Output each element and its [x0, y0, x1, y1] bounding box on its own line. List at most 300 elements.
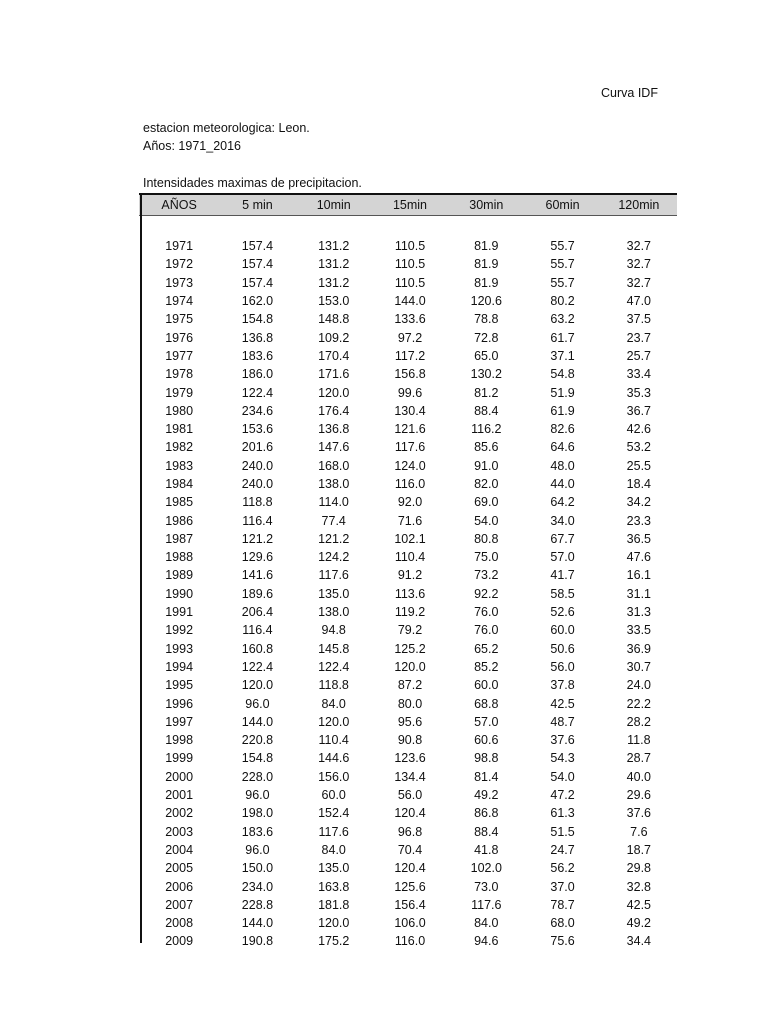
intensity-cell: 25.7: [626, 348, 652, 363]
intensity-cell: 80.2: [550, 294, 575, 309]
intensity-cell: 37.0: [550, 879, 575, 894]
intensity-cell: 121.2: [318, 531, 350, 546]
intensity-cell: 84.0: [474, 916, 499, 931]
year-cell: 2008: [165, 916, 194, 931]
intensity-cell: 29.8: [626, 861, 652, 876]
intensity-cell: 31.3: [626, 605, 652, 620]
year-cell: 1977: [165, 348, 194, 363]
intensity-cell: 76.0: [474, 605, 499, 620]
intensity-cell: 157.4: [241, 239, 274, 254]
intensity-cell: 48.0: [550, 458, 575, 473]
intensity-cell: 144.0: [241, 916, 274, 931]
table-row: [139, 676, 677, 694]
intensity-cell: 47.0: [626, 294, 652, 309]
intensity-cell: 79.2: [397, 623, 423, 638]
intensity-cell: 33.4: [626, 367, 652, 382]
intensity-cell: 35.3: [626, 385, 652, 400]
year-cell: 1992: [165, 623, 194, 638]
intensity-cell: 96.0: [245, 788, 270, 803]
intensity-cell: 117.6: [318, 568, 349, 583]
table-row: [139, 859, 677, 877]
intensity-cell: 60.0: [474, 678, 499, 693]
intensity-cell: 34.0: [550, 513, 575, 528]
year-cell: 2001: [165, 788, 194, 803]
table-row: [139, 804, 677, 822]
intensity-cell: 122.4: [318, 659, 350, 674]
intensity-cell: 138.0: [318, 605, 350, 620]
table-row: [139, 914, 677, 932]
intensity-cell: 81.4: [474, 769, 499, 784]
intensity-cell: 206.4: [241, 605, 274, 620]
intensity-cell: 32.7: [626, 257, 652, 272]
intensity-cell: 41.7: [550, 568, 575, 583]
intensity-cell: 84.0: [321, 842, 346, 857]
table-row: [139, 658, 677, 676]
intensity-cell: 91.2: [397, 568, 423, 583]
intensity-cell: 82.0: [474, 477, 499, 491]
intensity-cell: 34.2: [626, 495, 652, 510]
intensity-cell: 56.0: [397, 788, 423, 803]
intensity-cell: 228.0: [241, 769, 274, 784]
intensity-cell: 37.5: [626, 312, 652, 327]
intensity-cell: 114.0: [318, 495, 349, 510]
intensity-cell: 37.8: [550, 678, 575, 693]
intensity-cell: 102.1: [394, 531, 426, 546]
intensity-cell: 190.8: [241, 934, 274, 949]
intensity-cell: 183.6: [241, 348, 274, 363]
year-cell: 1976: [165, 330, 194, 345]
intensity-cell: 81.9: [474, 275, 499, 290]
intensity-cell: 29.6: [626, 788, 652, 803]
intensity-cell: 96.0: [245, 696, 270, 711]
intensity-cell: 186.0: [241, 367, 274, 382]
intensity-cell: 88.4: [474, 403, 499, 418]
year-cell: 1995: [165, 678, 194, 693]
intensity-cell: 40.0: [626, 769, 652, 784]
intensity-cell: 129.6: [241, 550, 274, 565]
intensity-cell: 91.0: [474, 458, 499, 473]
intensity-cell: 51.9: [550, 385, 575, 400]
intensity-table-container: [139, 193, 677, 951]
intensity-cell: 24.7: [550, 842, 575, 857]
intensity-cell: 117.6: [318, 824, 349, 839]
column-header: 120min: [601, 194, 677, 216]
intensity-cell: 234.0: [241, 879, 274, 894]
intensity-cell: 32.7: [626, 239, 652, 254]
year-cell: 1986: [165, 513, 194, 528]
intensity-cell: 183.6: [241, 824, 274, 839]
intensity-cell: 141.6: [241, 568, 274, 583]
year-cell: 1999: [165, 751, 194, 766]
intensity-cell: 81.2: [474, 385, 499, 400]
intensity-cell: 131.2: [318, 275, 350, 290]
intensity-cell: 75.6: [550, 934, 575, 949]
year-cell: 1971: [165, 239, 194, 254]
intensity-cell: 110.4: [318, 733, 349, 748]
table-row: [139, 603, 677, 621]
year-cell: 1980: [165, 403, 194, 418]
intensity-cell: 49.2: [626, 916, 652, 931]
year-cell: 1982: [165, 440, 194, 455]
intensity-cell: 157.4: [241, 257, 274, 272]
intensity-cell: 116.0: [394, 477, 426, 491]
intensity-cell: 117.6: [394, 440, 426, 455]
intensity-cell: 81.9: [474, 257, 499, 272]
year-cell: 2003: [165, 824, 194, 839]
intensity-cell: 118.8: [242, 495, 273, 510]
intensity-cell: 152.4: [318, 806, 350, 821]
intensity-cell: 70.4: [397, 842, 423, 857]
intensity-cell: 153.6: [241, 422, 274, 437]
intensity-cell: 88.4: [474, 824, 499, 839]
intensity-cell: 81.9: [474, 239, 499, 254]
intensity-table: [139, 193, 677, 951]
intensity-cell: 147.6: [318, 440, 350, 455]
intensity-cell: 72.8: [474, 330, 499, 345]
table-row: [139, 328, 677, 346]
year-cell: 1983: [165, 458, 194, 473]
header-row: [139, 194, 677, 216]
intensity-cell: 122.4: [241, 385, 274, 400]
intensity-cell: 110.5: [394, 275, 426, 290]
intensity-cell: 92.2: [474, 586, 499, 601]
intensity-cell: 121.6: [394, 422, 426, 437]
year-cell: 1987: [165, 531, 194, 546]
table-row: [139, 548, 677, 566]
intensity-cell: 68.8: [474, 696, 499, 711]
intensity-cell: 42.5: [626, 897, 652, 912]
table-body: [139, 216, 677, 951]
intensity-cell: 134.4: [394, 769, 426, 784]
spacer-row: [139, 216, 677, 238]
intensity-cell: 53.2: [626, 440, 652, 455]
intensity-cell: 37.1: [550, 348, 575, 363]
intensity-cell: 60.0: [550, 623, 575, 638]
intensity-cell: 110.5: [394, 239, 426, 254]
intensity-cell: 54.8: [550, 367, 575, 382]
page-title: Curva IDF: [601, 86, 658, 100]
table-left-border: [140, 193, 142, 943]
table-row: [139, 457, 677, 475]
intensity-cell: 106.0: [394, 916, 426, 931]
intensity-cell: 94.8: [321, 623, 346, 638]
year-cell: 1998: [165, 733, 194, 748]
intensity-cell: 170.4: [318, 348, 350, 363]
year-cell: 2006: [165, 879, 194, 894]
year-cell: 2007: [165, 897, 194, 912]
intensity-cell: 120.0: [318, 385, 350, 400]
intensity-cell: 153.0: [318, 294, 350, 309]
intensity-cell: 55.7: [550, 257, 575, 272]
intensity-cell: 18.4: [626, 477, 652, 491]
intensity-cell: 37.6: [550, 733, 575, 748]
intensity-cell: 73.0: [474, 879, 499, 894]
intensity-cell: 37.6: [626, 806, 652, 821]
table-row: [139, 640, 677, 658]
intensity-cell: 36.9: [626, 641, 652, 656]
intensity-cell: 125.2: [394, 641, 426, 656]
intensity-cell: 176.4: [318, 403, 350, 418]
intensity-cell: 96.0: [245, 842, 270, 857]
intensity-cell: 85.2: [474, 659, 499, 674]
intensity-cell: 131.2: [318, 257, 350, 272]
intensity-cell: 240.0: [241, 458, 274, 473]
table-row: [139, 877, 677, 895]
intensity-cell: 171.6: [318, 367, 350, 382]
intensity-cell: 120.0: [318, 916, 350, 931]
year-cell: 1978: [165, 367, 194, 382]
intensity-cell: 156.8: [394, 367, 426, 382]
intensity-cell: 228.8: [241, 897, 274, 912]
intensity-cell: 51.5: [550, 824, 575, 839]
table-row: [139, 402, 677, 420]
intensity-cell: 135.0: [318, 586, 350, 601]
intensity-cell: 36.5: [626, 531, 652, 546]
intensity-cell: 121.2: [241, 531, 274, 546]
column-header: AÑOS: [139, 194, 219, 216]
table-caption: Intensidades maximas de precipitacion.: [143, 176, 362, 190]
intensity-cell: 80.8: [474, 531, 499, 546]
intensity-cell: 25.5: [626, 458, 652, 473]
intensity-cell: 69.0: [474, 495, 499, 510]
intensity-cell: 94.6: [474, 934, 499, 949]
intensity-cell: 240.0: [241, 477, 274, 491]
intensity-cell: 60.6: [474, 733, 499, 748]
intensity-cell: 144.0: [394, 294, 426, 309]
year-cell: 1997: [165, 714, 194, 729]
table-row: [139, 621, 677, 639]
intensity-cell: 148.8: [318, 312, 350, 327]
intensity-cell: 117.2: [394, 348, 426, 363]
table-row: [139, 731, 677, 749]
intensity-cell: 73.2: [474, 568, 499, 583]
year-cell: 1994: [165, 659, 194, 674]
intensity-cell: 60.0: [321, 788, 346, 803]
intensity-cell: 120.0: [318, 714, 350, 729]
intensity-cell: 116.2: [471, 422, 502, 437]
intensity-cell: 109.2: [318, 330, 350, 345]
table-row: [139, 694, 677, 712]
intensity-cell: 198.0: [241, 806, 274, 821]
years-range-label: Años: 1971_2016: [143, 139, 242, 153]
year-cell: 1981: [165, 422, 194, 437]
intensity-cell: 7.6: [630, 824, 648, 839]
intensity-cell: 54.0: [474, 513, 499, 528]
intensity-cell: 123.6: [394, 751, 426, 766]
intensity-cell: 61.9: [550, 403, 575, 418]
intensity-cell: 120.4: [394, 806, 426, 821]
intensity-cell: 64.6: [550, 440, 575, 455]
intensity-cell: 220.8: [241, 733, 274, 748]
intensity-cell: 28.2: [626, 714, 652, 729]
table-row: [139, 383, 677, 401]
table-row: [139, 932, 677, 950]
intensity-cell: 122.4: [241, 659, 274, 674]
table-row: [139, 475, 677, 493]
table-row: [139, 511, 677, 529]
intensity-cell: 75.0: [474, 550, 499, 565]
intensity-cell: 118.8: [318, 678, 349, 693]
intensity-cell: 71.6: [397, 513, 423, 528]
intensity-cell: 42.6: [626, 422, 652, 437]
intensity-cell: 110.5: [394, 257, 426, 272]
column-header: 5 min: [219, 194, 295, 216]
table-row: [139, 786, 677, 804]
intensity-cell: 33.5: [626, 623, 652, 638]
intensity-cell: 56.2: [550, 861, 575, 876]
intensity-cell: 87.2: [397, 678, 423, 693]
table-row: [139, 438, 677, 456]
intensity-cell: 67.7: [550, 531, 575, 546]
intensity-cell: 124.0: [394, 458, 426, 473]
table-row: [139, 420, 677, 438]
intensity-cell: 144.6: [318, 751, 350, 766]
intensity-cell: 31.1: [626, 586, 652, 601]
intensity-cell: 130.4: [394, 403, 426, 418]
intensity-cell: 48.7: [550, 714, 575, 729]
intensity-cell: 84.0: [321, 696, 346, 711]
year-cell: 2002: [165, 806, 194, 821]
table-row: [139, 292, 677, 310]
intensity-cell: 163.8: [318, 879, 350, 894]
table-row: [139, 713, 677, 731]
intensity-cell: 32.7: [626, 275, 652, 290]
intensity-cell: 68.0: [550, 916, 575, 931]
intensity-cell: 120.0: [241, 678, 274, 693]
year-cell: 1985: [165, 495, 194, 510]
year-cell: 1990: [165, 586, 194, 601]
intensity-cell: 41.8: [474, 842, 499, 857]
table-row: [139, 823, 677, 841]
intensity-cell: 92.0: [397, 495, 423, 510]
intensity-cell: 131.2: [318, 239, 350, 254]
intensity-cell: 28.7: [626, 751, 652, 766]
intensity-cell: 55.7: [550, 275, 575, 290]
intensity-cell: 175.2: [318, 934, 350, 949]
intensity-cell: 24.0: [626, 678, 652, 693]
column-header: 60min: [524, 194, 600, 216]
intensity-cell: 136.8: [318, 422, 350, 437]
intensity-cell: 90.8: [397, 733, 423, 748]
intensity-cell: 61.7: [550, 330, 575, 345]
column-header: 30min: [448, 194, 524, 216]
intensity-cell: 138.0: [318, 477, 350, 491]
intensity-cell: 120.6: [470, 294, 502, 309]
intensity-cell: 98.8: [474, 751, 499, 766]
year-cell: 2009: [165, 934, 194, 949]
table-row: [139, 274, 677, 292]
intensity-cell: 133.6: [394, 312, 426, 327]
year-cell: 1973: [165, 275, 194, 290]
year-cell: 1972: [165, 257, 194, 272]
year-cell: 1996: [165, 696, 194, 711]
intensity-cell: 55.7: [550, 239, 575, 254]
intensity-cell: 36.7: [626, 403, 652, 418]
year-cell: 2005: [165, 861, 194, 876]
intensity-cell: 124.2: [318, 550, 350, 565]
table-row: [139, 530, 677, 548]
intensity-cell: 116.4: [242, 513, 273, 528]
year-cell: 1991: [165, 605, 194, 620]
intensity-cell: 189.6: [241, 586, 274, 601]
table-row: [139, 255, 677, 273]
table-row: [139, 365, 677, 383]
intensity-cell: 64.2: [550, 495, 575, 510]
intensity-cell: 157.4: [241, 275, 274, 290]
intensity-cell: 56.0: [550, 659, 575, 674]
intensity-cell: 145.8: [318, 641, 350, 656]
intensity-cell: 49.2: [474, 788, 499, 803]
intensity-cell: 50.6: [550, 641, 575, 656]
intensity-cell: 77.4: [321, 513, 346, 528]
intensity-cell: 135.0: [318, 861, 350, 876]
intensity-cell: 117.6: [471, 897, 502, 912]
intensity-cell: 80.0: [397, 696, 423, 711]
intensity-cell: 58.5: [550, 586, 575, 601]
intensity-cell: 47.2: [550, 788, 575, 803]
intensity-cell: 23.3: [626, 513, 652, 528]
table-row: [139, 310, 677, 328]
table-row: [139, 749, 677, 767]
intensity-cell: 63.2: [550, 312, 575, 327]
intensity-cell: 102.0: [470, 861, 502, 876]
intensity-cell: 52.6: [550, 605, 575, 620]
intensity-cell: 110.4: [394, 550, 426, 565]
table-row: [139, 585, 677, 603]
intensity-cell: 57.0: [474, 714, 499, 729]
intensity-cell: 113.6: [394, 586, 426, 601]
year-cell: 1979: [165, 385, 194, 400]
year-cell: 1989: [165, 568, 194, 583]
intensity-cell: 162.0: [241, 294, 274, 309]
intensity-cell: 61.3: [550, 806, 575, 821]
intensity-cell: 86.8: [474, 806, 499, 821]
intensity-cell: 54.3: [550, 751, 575, 766]
intensity-cell: 22.2: [626, 696, 652, 711]
intensity-cell: 154.8: [241, 751, 274, 766]
intensity-cell: 30.7: [626, 659, 652, 674]
intensity-cell: 95.6: [397, 714, 423, 729]
intensity-cell: 144.0: [241, 714, 274, 729]
intensity-cell: 156.4: [394, 897, 426, 912]
intensity-cell: 201.6: [241, 440, 274, 455]
intensity-cell: 85.6: [474, 440, 499, 455]
intensity-cell: 181.8: [318, 897, 350, 912]
column-header: 15min: [372, 194, 448, 216]
intensity-cell: 154.8: [241, 312, 274, 327]
intensity-cell: 65.0: [474, 348, 499, 363]
intensity-cell: 136.8: [241, 330, 274, 345]
station-label: estacion meteorologica: Leon.: [143, 121, 310, 135]
table-row: [139, 493, 677, 511]
intensity-cell: 65.2: [474, 641, 499, 656]
year-cell: 1974: [165, 294, 194, 309]
intensity-cell: 78.7: [550, 897, 575, 912]
year-cell: 1993: [165, 641, 194, 656]
intensity-cell: 11.8: [627, 733, 651, 748]
intensity-cell: 76.0: [474, 623, 499, 638]
intensity-cell: 34.4: [626, 934, 652, 949]
intensity-cell: 16.1: [626, 568, 652, 583]
year-cell: 1984: [165, 477, 194, 491]
intensity-cell: 42.5: [550, 696, 575, 711]
column-header: 10min: [296, 194, 372, 216]
intensity-cell: 23.7: [626, 330, 652, 345]
intensity-cell: 18.7: [626, 842, 652, 857]
intensity-cell: 82.6: [550, 422, 575, 437]
year-cell: 1975: [165, 312, 194, 327]
intensity-cell: 96.8: [397, 824, 423, 839]
